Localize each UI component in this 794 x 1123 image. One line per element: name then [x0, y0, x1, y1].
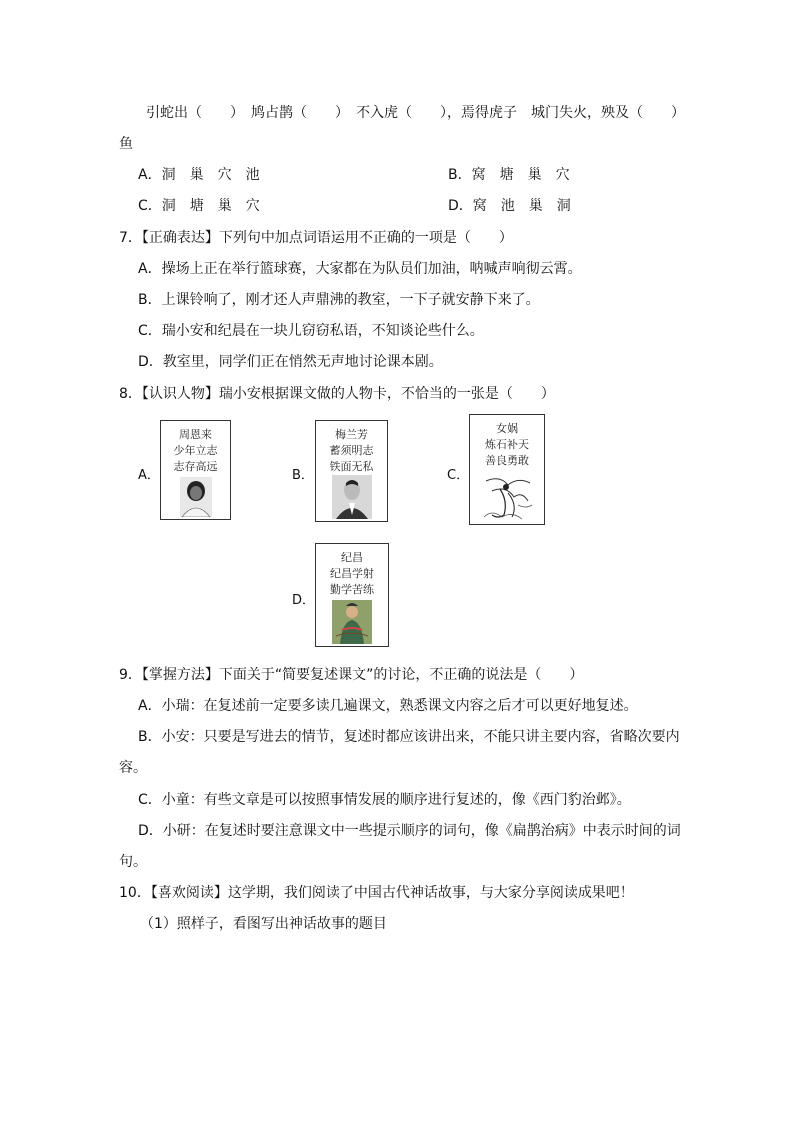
card-c-line2: 炼石补天 [485, 438, 529, 451]
card-b-line2: 蓄须明志 [329, 444, 374, 457]
person-card-d [315, 543, 389, 647]
q8-option-c-label: C． [447, 468, 470, 483]
card-a-line2: 少年立志 [173, 444, 218, 457]
q9-option-d: D．小研：在复述时要注意课文中一些提示顺序的词句，像《扁鹊治病》中表示时间的词 [138, 823, 681, 839]
q9-stem: 9．【掌握方法】下面关于“简要复述课文”的讨论，不正确的说法是（ ） [119, 667, 584, 683]
q8-option-b-label: B． [292, 468, 314, 483]
q9-option-c: C．小童：有些文章是可以按照事情发展的顺序进行复述的，像《西门豹治邺》。 [138, 792, 631, 808]
q9-option-a: A．小瑞：在复述前一定要多读几遍课文，熟悉课文内容之后才可以更好地复述。 [138, 698, 638, 714]
portrait-photo-icon [332, 475, 372, 519]
card-b-line3: 铁面无私 [329, 460, 374, 473]
portrait-photo-icon [180, 477, 212, 517]
nuwa-illustration-icon [478, 471, 536, 521]
q10-stem: 10．【喜欢阅读】这学期，我们阅读了中国古代神话故事，与大家分享阅读成果吧！ [119, 885, 634, 901]
card-b-name: 梅兰芳 [335, 428, 368, 441]
person-card-a [160, 420, 231, 520]
person-card-c [469, 414, 545, 525]
q8-stem: 8．【认识人物】瑞小安根据课文做的人物卡，不恰当的一张是（ ） [119, 386, 555, 402]
q8-option-d-label: D． [292, 593, 316, 608]
archer-illustration-icon [332, 600, 372, 644]
q6-stem: 引蛇出（ ） 鸠占鹊（ ） 不入虎（ ），焉得虎子 城门失火，殃及（ ） [146, 105, 685, 121]
card-d-line2: 纪昌学射 [330, 567, 374, 580]
card-a-line3: 志存高远 [173, 460, 218, 473]
card-a-name: 周恩来 [179, 428, 212, 441]
q9-option-b: B．小安：只要是写进去的情节，复述时都应该讲出来，不能只讲主要内容，省略次要内 [138, 729, 680, 745]
q9-option-d-continued: 句。 [119, 854, 147, 870]
q7-option-c: C．瑞小安和纪晨在一块儿窃窃私语，不知谈论些什么。 [138, 323, 484, 339]
q6-option-a: A．洞 巢 穴 池 [138, 167, 260, 183]
q7-option-a: A．操场上正在举行篮球赛，大家都在为队员们加油，呐喊声响彻云霄。 [138, 261, 582, 277]
q6-option-b: B．窝 塘 巢 穴 [448, 167, 570, 183]
q10-part-1: （1）照样子，看图写出神话故事的题目 [140, 916, 387, 932]
q7-option-d: D．教室里，同学们正在悄然无声地讨论课本剧。 [138, 354, 443, 370]
card-c-line3: 善良勇敢 [485, 454, 529, 467]
q8-option-a-label: A． [138, 468, 160, 483]
card-d-name: 纪昌 [341, 551, 363, 564]
person-card-b [315, 420, 388, 522]
card-c-name: 女娲 [496, 422, 518, 435]
q6-option-c: C．洞 塘 巢 穴 [138, 198, 260, 214]
q9-option-b-continued: 容。 [119, 760, 147, 776]
q7-option-b: B．上课铃响了，刚才还人声鼎沸的教室，一下子就安静下来了。 [138, 292, 540, 308]
q7-stem: 7．【正确表达】下列句中加点词语运用不正确的一项是（ ） [119, 230, 513, 246]
q6-option-d: D．窝 池 巢 洞 [448, 198, 571, 214]
q6-stem-continued: 鱼 [119, 136, 133, 152]
card-d-line3: 勤学苦练 [330, 583, 374, 596]
